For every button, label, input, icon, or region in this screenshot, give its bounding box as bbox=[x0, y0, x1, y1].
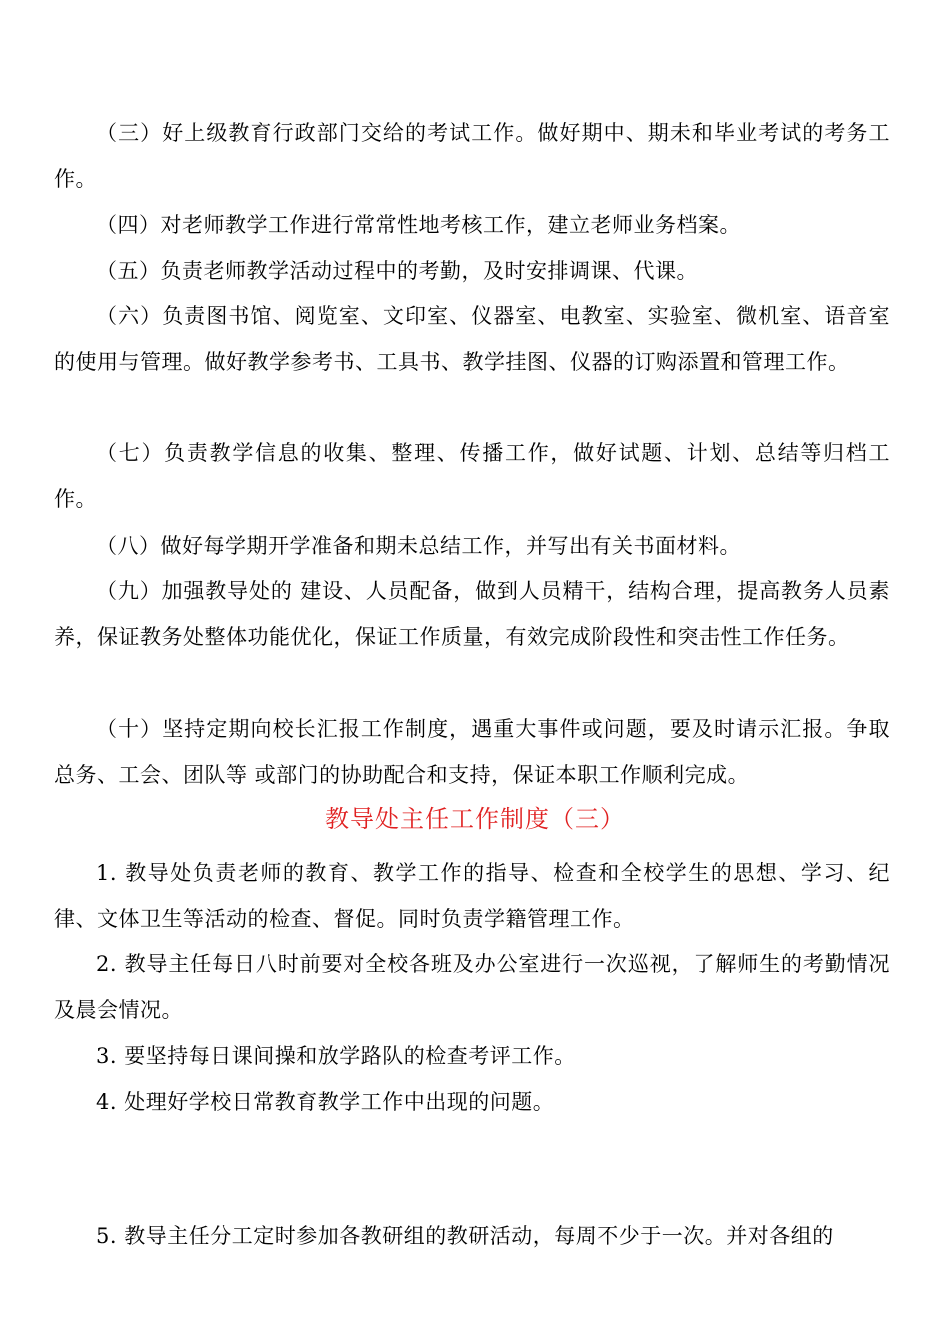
rule-item-3: 3. 要坚持每日课间操和放学路队的检查考评工作。 bbox=[96, 1044, 576, 1068]
section-title: 教导处主任工作制度（三） bbox=[325, 805, 625, 833]
paragraph-item-9: （九）加强教导处的 建设、人员配备，做到人员精干，结构合理，提高教务人员素养，保证教务处整体功能优化，保证工作质量，有效完成阶段性和突击性工作任务。 bbox=[54, 579, 890, 649]
paragraph-item-5: （五）负责老师教学活动过程中的考勤，及时安排调课、代课。 bbox=[96, 259, 698, 283]
paragraph-item-7: （七）负责教学信息的收集、整理、传播工作，做好试题、计划、总结等归档工作。 bbox=[54, 441, 890, 511]
paragraph-item-10: （十）坚持定期向校长汇报工作制度，遇重大事件或问题，要及时请示汇报。争取总务、工会、团队等 或部门的协助配合和支持，保证本职工作顺利完成。 bbox=[54, 717, 890, 787]
rule-item-5: 5. 教导主任分工定时参加各教研组的教研活动，每周不少于一次。并对各组的 bbox=[96, 1224, 834, 1248]
rule-item-1: 1. 教导处负责老师的教育、教学工作的指导、检查和全校学生的思想、学习、纪律、文体卫生等活动的检查、督促。同时负责学籍管理工作。 bbox=[54, 861, 890, 931]
paragraph-item-3: （三）好上级教育行政部门交给的考试工作。做好期中、期未和毕业考试的考务工作。 bbox=[54, 121, 890, 191]
rule-item-2: 2. 教导主任每日八时前要对全校各班及办公室进行一次巡视，了解师生的考勤情况及晨会情况。 bbox=[54, 952, 890, 1022]
paragraph-item-6: （六）负责图书馆、阅览室、文印室、仪器室、电教室、实验室、微机室、语音室的使用与管理。做好教学参考书、工具书、教学挂图、仪器的订购添置和管理工作。 bbox=[54, 304, 890, 374]
paragraph-item-4: （四）对老师教学工作进行常常性地考核工作，建立老师业务档案。 bbox=[96, 213, 741, 237]
rule-item-4: 4. 处理好学校日常教育教学工作中出现的问题。 bbox=[96, 1090, 555, 1114]
paragraph-item-8: （八）做好每学期开学准备和期未总结工作，并写出有关书面材料。 bbox=[96, 534, 741, 558]
